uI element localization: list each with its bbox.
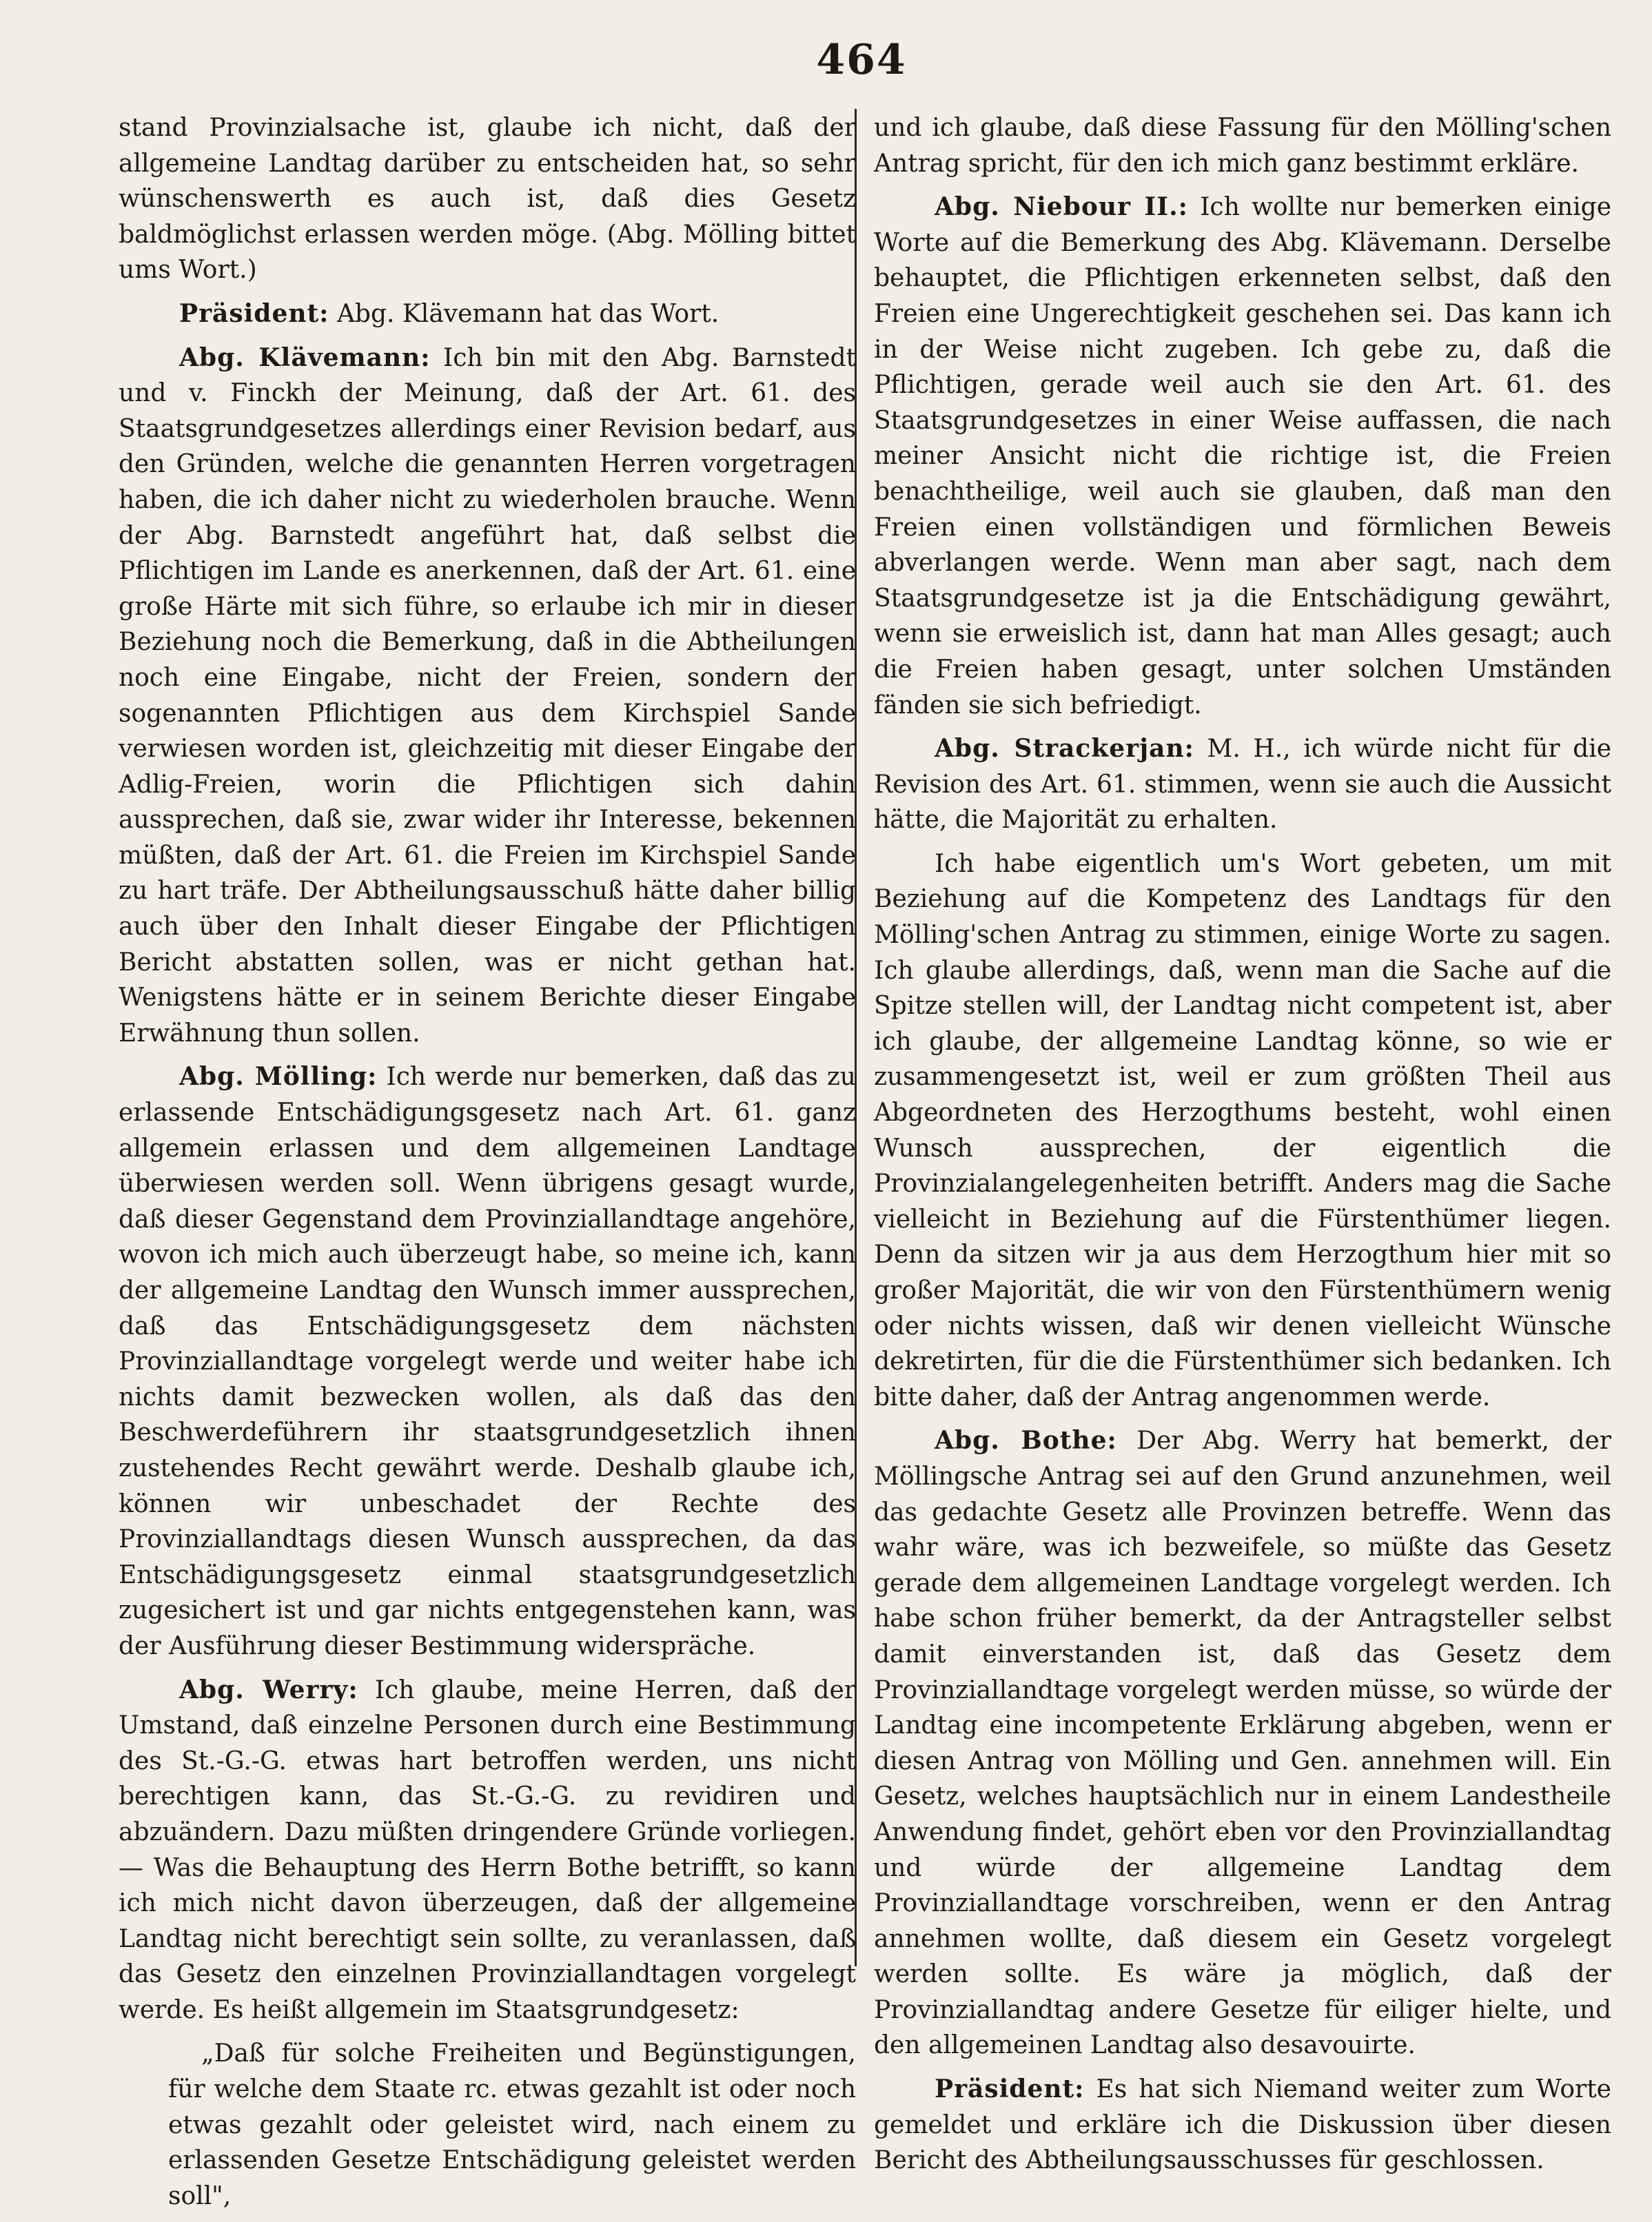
speaker-name: Präsident:: [179, 298, 329, 328]
paragraph-text: Ich werde nur bemerken, daß das zu erlassende Entschädigungsgesetz nach Art. 61. ganz allgemein erlassen und dem allgemeinen Landtage überwiesen werden soll. Wenn übrigens gesagt wurde, daß dieser Gegenstand dem Provinziallandtage angehöre, wovon ich mich auch überzeugt habe, so meine ich, kann der allgemeine Landtag den Wunsch immer aussprechen, daß das Entschädigungsgesetz dem nächsten Provinziallandtage vorgelegt werde und weiter habe ich nichts damit bezwecken wollen, als daß das den Beschwerdeführern ihr staatsgrundgesetzlich ihnen zustehendes Recht gewährt werde. Deshalb glaube ich, können wir unbeschadet der Rechte des Provinziallandtags diesen Wunsch aussprechen, da das Entschädigungsgesetz einmal staatsgrundgesetzlich zugesichert ist und gar nichts entgegenstehen kann, was der Ausführung dieser Bestimmung widerspräche.: [119, 1063, 856, 1660]
speaker-name: Abg. Klävemann:: [179, 343, 431, 372]
speaker-name: Abg. Mölling:: [179, 1062, 378, 1092]
paragraph-text: Ich glaube, meine Herren, daß der Umstand, daß einzelne Personen durch eine Bestimmung des St.-G.-G. etwas hart betroffen werden, uns nicht berechtigen kann, das St.-G.-G. zu revidiren und abzuändern. Dazu müßten dringendere Gründe vorliegen. — Was die Behauptung des Herrn Bothe betrifft, so kann ich mich nicht davon überzeugen, daß der allgemeine Landtag nicht berechtigt sein sollte, zu veranlassen, daß das Gesetz den einzelnen Provinziallandtagen vorgelegt werde. Es heißt allgemein im Staatsgrundgesetz:: [119, 1675, 856, 2024]
paragraph: [874, 1423, 1611, 2063]
speaker-name: Abg. Bothe:: [935, 1426, 1117, 1456]
paragraph: [119, 110, 856, 288]
speaker-name: Präsident:: [935, 2075, 1085, 2104]
paragraph-text: stand Provinzialsache ist, glaube ich nicht, daß der allgemeine Landtag darüber zu entscheiden hat, so sehr wünschenswerth es auch ist, daß dies Gesetz baldmöglichst erlassen werden möge. (Abg. Mölling bittet ums Wort.): [119, 114, 856, 285]
paragraph-text: Ich habe eigentlich um's Wort gebeten, um mit Beziehung auf die Kompetenz des Landtags für den Mölling'schen Antrag zu stimmen, einige Worte zu sagen. Ich glaube allerdings, daß, wenn man die Sache auf die Spitze stellen will, der Landtag nicht competent ist, aber ich glaube, der allgemeine Landtag könne, so wie er zusammengesetzt ist, weil er zum größten Theil aus Abgeordneten des Herzogthums besteht, wohl einen Wunsch aussprechen, der eigentlich die Provinzialangelegenheiten betrifft. Anders mag die Sache vielleicht in Beziehung auf die Fürstenthümer liegen. Denn da sitzen wir ja aus dem Herzogthum hier mit so großer Majorität, die wir von den Fürstenthümern wenig oder nichts wissen, daß wir denen vielleicht Wünsche dekretirten, für die die Fürstenthümer sich bedanken. Ich bitte daher, daß der Antrag angenommen werde.: [874, 849, 1611, 1411]
paragraph: [874, 731, 1611, 838]
block-quote: [119, 2036, 856, 2214]
speaker-name: Abg. Werry:: [179, 1675, 358, 1704]
quote-text: „Daß für solche Freiheiten und Begünstigungen, für welche dem Staate rc. etwas gezahlt ist oder noch etwas gezahlt oder geleistet wird, nach einem zu erlassenden Gesetze Entschädigung geleistet werden soll",: [168, 2039, 856, 2210]
paragraph-text: Abg. Klävemann hat das Wort.: [336, 299, 720, 328]
paragraph-text: und ich glaube, daß diese Fassung für den Mölling'schen Antrag spricht, für den ich mich ganz bestimmt erkläre.: [874, 114, 1611, 178]
page-number: 464: [816, 36, 907, 84]
speaker-name: Abg. Strackerjan:: [935, 734, 1194, 764]
paragraph-text: Der Abg. Werry hat bemerkt, der Möllingsche Antrag sei auf den Grund anzunehmen, weil das gedachte Gesetz alle Provinzen betreffe. Wenn das wahr wäre, was ich bezweifele, so müßte das Gesetz gerade dem allgemeinen Landtage vorgelegt werden. Ich habe schon früher bemerkt, da der Antragsteller selbst damit einverstanden ist, daß das Gesetz dem Provinziallandtage vorgelegt werden müsse, so würde der Landtag eine incompetente Erklärung abgeben, wenn er diesen Antrag von Mölling und Gen. annehmen will. Ein Gesetz, welches hauptsächlich nur in einem Landestheile Anwendung findet, gehört eben vor den Provinziallandtag und würde der allgemeine Landtag dem Provinziallandtage vorschreiben, wenn er den Antrag annehmen wollte, daß diesem ein Gesetz vorgelegt werden sollte. Es wäre ja möglich, daß der Provinziallandtag andere Gesetze für eiliger hielte, und den allgemeinen Landtag also desavouirte.: [874, 1427, 1611, 2060]
paragraph-text: Es hat sich Niemand weiter zum Worte gemeldet und erkläre ich die Diskussion über diesen Bericht des Abtheilungsausschusses für geschlossen.: [874, 2075, 1611, 2175]
left-column: [119, 110, 856, 2222]
paragraph: [874, 846, 1611, 1416]
paragraph: [874, 110, 1611, 181]
paragraph: [874, 190, 1611, 723]
paragraph: [874, 2072, 1611, 2179]
paragraph: [119, 1059, 856, 1664]
paragraph: [119, 340, 856, 1052]
paragraph: [119, 1673, 856, 2028]
speaker-name: Abg. Niebour II.:: [935, 192, 1188, 222]
paragraph-text: Ich bin mit den Abg. Barnstedt und v. Finckh der Meinung, daß der Art. 61. des Staatsgrundgesetzes allerdings einer Revision bedarf, aus den Gründen, welche die genannten Herren vorgetragen haben, die ich daher nicht zu wiederholen brauche. Wenn der Abg. Barnstedt angeführt hat, daß selbst die Pflichtigen im Lande es anerkennen, daß der Art. 61. eine große Härte mit sich führe, so erlaube ich mir in dieser Beziehung noch die Bemerkung, daß in die Abtheilungen noch eine Eingabe, nicht der Freien, sondern der sogenannten Pflichtigen aus dem Kirchspiel Sande verwiesen worden ist, gleichzeitig mit dieser Eingabe der Adlig-Freien, worin die Pflichtigen sich dahin aussprechen, daß sie, zwar wider ihr Interesse, bekennen müßten, daß der Art. 61. die Freien im Kirchspiel Sande zu hart träfe. Der Abtheilungsausschuß hätte daher billig auch über den Inhalt dieser Eingabe der Pflichtigen Bericht abstatten sollen, was er nicht gethan hat. Wenigstens hätte er in seinem Berichte dieser Eingabe Erwähnung thun sollen.: [119, 343, 856, 1048]
right-column: [874, 110, 1611, 2187]
paragraph: [119, 296, 856, 332]
paragraph-text: Ich wollte nur bemerken einige Worte auf die Bemerkung des Abg. Klävemann. Derselbe behauptet, die Pflichtigen erkenneten selbst, daß den Freien eine Ungerechtigkeit geschehen sei. Das kann ich in der Weise nicht zugeben. Ich gebe zu, daß die Pflichtigen, gerade weil auch sie den Art. 61. des Staatsgrundgesetzes in einer Weise auffassen, die nach meiner Ansicht nicht die richtige ist, die Freien benachtheilige, weil auch sie glauben, daß man den Freien einen vollständigen und förmlichen Beweis abverlangen werde. Wenn man aber sagt, nach dem Staatsgrundgesetze ist ja die Entschädigung gewährt, wenn sie erweislich ist, dann hat man Alles gesagt; auch die Freien haben gesagt, unter solchen Umständen fänden sie sich befriedigt.: [874, 193, 1611, 720]
paragraph-text: M. H., ich würde nicht für die Revision des Art. 61. stimmen, wenn sie auch die Aussicht hätte, die Majorität zu erhalten.: [874, 735, 1612, 835]
